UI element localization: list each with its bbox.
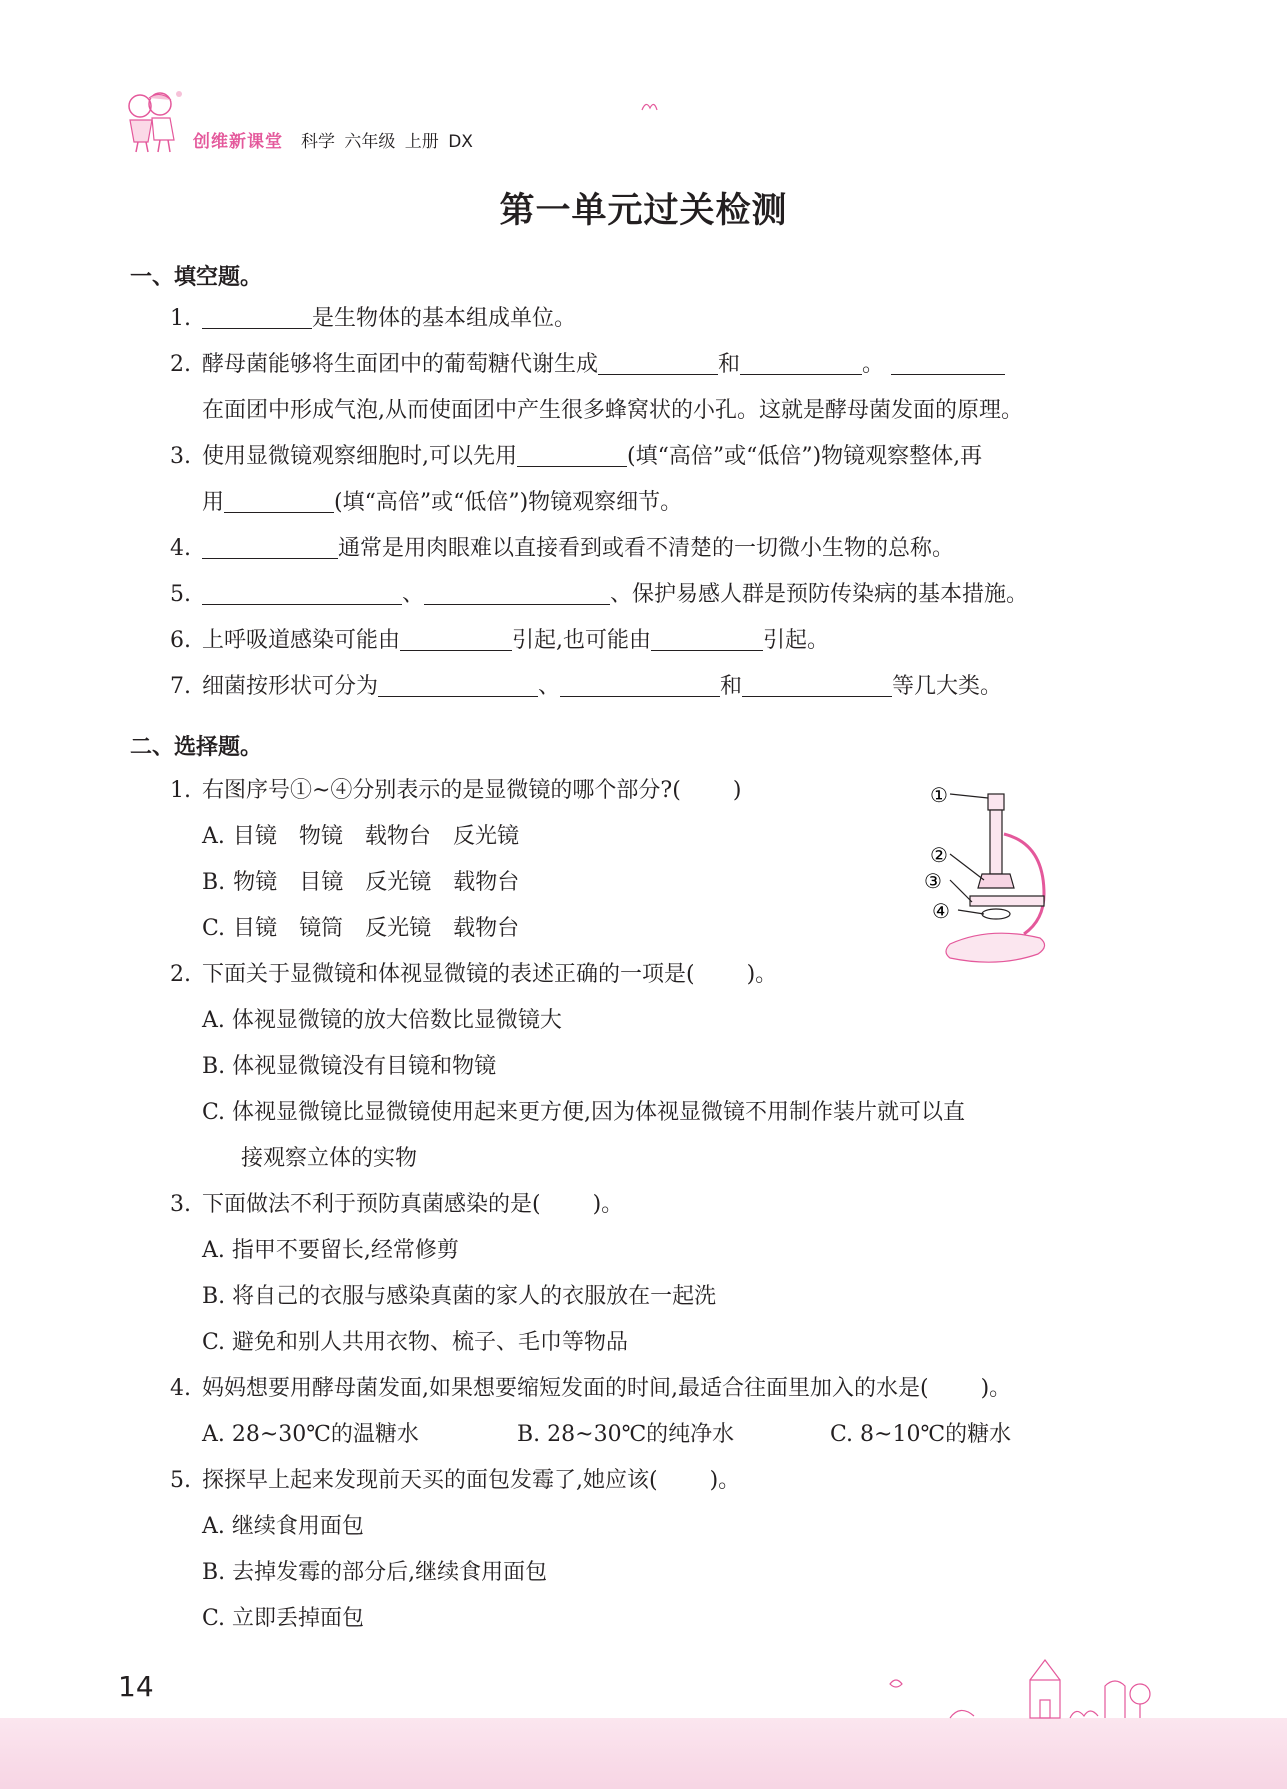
microscope-diagram [924,783,1060,974]
choice-4-option-c[interactable]: C. 8~10℃的糖水 [830,1422,1012,1447]
choice-question-2: 2. 下面关于显微镜和体视显微镜的表述正确的一项是( )。 [170,962,778,987]
figure-label-1: ① [930,783,948,807]
choice-3-option-a[interactable]: A. 指甲不要留长,经常修剪 [202,1238,459,1263]
subject-label: 科学 六年级 上册 DX [301,132,473,152]
fill-question-3-line2: 用 (填“高倍”或“低倍”)物镜观察细节。 [202,490,683,515]
flower-icon [638,96,660,118]
answer-blank[interactable] [517,444,627,467]
choice-2-option-c[interactable]: C. 体视显微镜比显微镜使用起来更方便,因为体视显微镜不用制作装片就可以直 [202,1100,966,1125]
answer-blank[interactable] [651,628,763,651]
choice-5-option-c[interactable]: C. 立即丢掉面包 [202,1606,365,1631]
choice-question-4: 4. 妈妈想要用酵母菌发面,如果想要缩短发面的时间,最适合往面里加入的水是( )。 [170,1376,1012,1401]
answer-blank[interactable] [202,536,338,559]
choice-question-5: 5. 探探早上起来发现前天买的面包发霉了,她应该( )。 [170,1468,741,1493]
answer-blank[interactable] [202,582,402,605]
fill-question-2-line2: 在面团中形成气泡,从而使面团中产生很多蜂窝状的小孔。这就是酵母菌发面的原理。 [202,398,1023,423]
fill-question-6: 6. 上呼吸道感染可能由 引起,也可能由 引起。 [170,628,830,653]
choice-3-option-b[interactable]: B. 将自己的衣服与感染真菌的家人的衣服放在一起洗 [202,1284,717,1309]
section-heading-multiple-choice: 二、选择题。 [130,735,263,760]
page-title: 第一单元过关检测 [499,191,788,231]
answer-blank[interactable] [378,674,538,697]
choice-1-option-b[interactable]: B. 物镜 目镜 反光镜 载物台 [202,870,520,895]
fill-question-7: 7. 细菌按形状可分为 、 和 等几大类。 [170,674,1003,699]
answer-blank[interactable] [891,352,1005,375]
choice-2-option-a[interactable]: A. 体视显微镜的放大倍数比显微镜大 [202,1008,562,1033]
answer-blank[interactable] [742,674,892,697]
answer-blank[interactable] [424,582,610,605]
choice-2-option-b[interactable]: B. 体视显微镜没有目镜和物镜 [202,1054,497,1079]
choice-2-option-c-continued: 接观察立体的实物 [241,1146,418,1171]
answer-blank[interactable] [740,352,862,375]
page-header [118,86,718,156]
answer-blank[interactable] [598,352,718,375]
figure-label-4: ④ [932,899,950,923]
answer-blank[interactable] [224,490,334,513]
answer-blank[interactable] [202,306,312,329]
mascot-logo [118,86,188,156]
figure-label-3: ③ [924,869,942,893]
fill-question-3: 3. 使用显微镜观察细胞时,可以先用 (填“高倍”或“低倍”)物镜观察整体,再 [170,444,983,469]
figure-label-2: ② [930,843,948,867]
choice-question-3: 3. 下面做法不利于预防真菌感染的是( )。 [170,1192,624,1217]
brand-name: 创维新课堂 [193,132,283,152]
choice-5-option-a[interactable]: A. 继续食用面包 [202,1514,364,1539]
fill-question-2: 2. 酵母菌能够将生面团中的葡萄糖代谢生成 和 。 [170,350,1005,380]
page-number: 14 [118,1670,154,1703]
choice-5-option-b[interactable]: B. 去掉发霉的部分后,继续食用面包 [202,1560,548,1585]
footer-band [0,1718,1287,1789]
choice-4-option-b[interactable]: B. 28~30℃的纯净水 [517,1422,735,1447]
fill-question-1: 1. 是生物体的基本组成单位。 [170,306,577,331]
choice-1-option-a[interactable]: A. 目镜 物镜 载物台 反光镜 [202,824,519,849]
answer-blank[interactable] [560,674,720,697]
castle-decoration-icon [880,1640,1160,1720]
answer-blank[interactable] [400,628,512,651]
fill-question-5: 5. 、 、保护易感人群是预防传染病的基本措施。 [170,582,1029,607]
fill-question-4: 4. 通常是用肉眼难以直接看到或看不清楚的一切微小生物的总称。 [170,536,955,561]
choice-question-1: 1. 右图序号①~④分别表示的是显微镜的哪个部分?( ) [170,778,742,803]
choice-4-option-a[interactable]: A. 28~30℃的温糖水 [202,1422,419,1447]
choice-1-option-c[interactable]: C. 目镜 镜筒 反光镜 载物台 [202,916,520,941]
section-heading-fill-blank: 一、填空题。 [130,265,263,290]
choice-3-option-c[interactable]: C. 避免和别人共用衣物、梳子、毛巾等物品 [202,1330,629,1355]
